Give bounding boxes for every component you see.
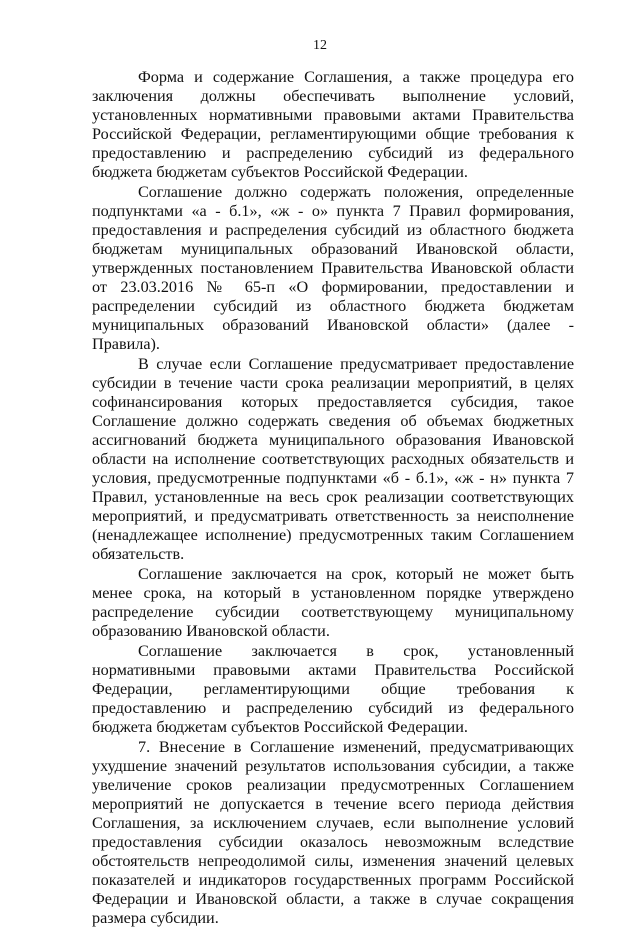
paragraph-agreement-content: Соглашение должно содержать положения, определенные подпунктами «а - б.1», «ж - о» пункта 7 Правил формирования, предоставления и распределения субсидий из областного бюджета бюджетам муниципальных образований Ивановской области, утвержденных постановлением Правительства Ивановской области от 23.03.2016 № 65-п «О формировании, предоставлении и распределении субсидий из областного бюджета бюджетам муниципальных образований Ивановской области» (далее - Правила). (92, 183, 574, 353)
paragraph-agreement-form: Форма и содержание Соглашения, а также процедура его заключения должны обеспечивать выполнение условий, установленных нормативными правовыми актами Правительства Российской Федерации, регламентирующими общие требования к предоставлению и распределению субсидий из федерального бюджета бюджетам субъектов Российской Федерации. (92, 68, 574, 181)
paragraph-agreement-term: Соглашение заключается на срок, который не может быть менее срока, на который в установленном порядке утверждено распределение субсидии соответствующему муниципальному образованию Ивановской области. (92, 565, 574, 640)
paragraph-item-7-amendments: 7. Внесение в Соглашение изменений, предусматривающих ухудшение значений результатов использования субсидии, а также увеличение сроков реализации предусмотренных Соглашением мероприятий не допускается в течение всего периода действия Соглашения, за исключением случаев, если выполнение условий предоставления субсидии оказалось невозможным вследствие обстоятельств непреодолимой силы, изменения значений целевых показателей и индикаторов государственных программ Российской Федерации и Ивановской области, а также в случае сокращения размера субсидии. (92, 738, 574, 927)
document-body (92, 68, 574, 929)
paragraph-partial-period: В случае если Соглашение предусматривает предоставление субсидии в течение части срока реализации мероприятий, в целях софинансирования которых предоставляется субсидия, такое Соглашение должно содержать сведения об объемах бюджетных ассигнований бюджета муниципального образования Ивановской области на исполнение соответствующих расходных обязательств и условия, предусмотренные подпунктами «б - б.1», «ж - н» пункта 7 Правил, установленные на весь срок реализации соответствующих мероприятий, и предусматривать ответственность за неисполнение (ненадлежащее исполнение) предусмотренных таким Соглашением обязательств. (92, 355, 574, 563)
page-number: 12 (313, 38, 327, 53)
paragraph-agreement-deadline: Соглашение заключается в срок, установленный нормативными правовыми актами Правительства Российской Федерации, регламентирующими общие требования к предоставлению и распределению субсидий из федерального бюджета бюджетам субъектов Российской Федерации. (92, 642, 574, 736)
